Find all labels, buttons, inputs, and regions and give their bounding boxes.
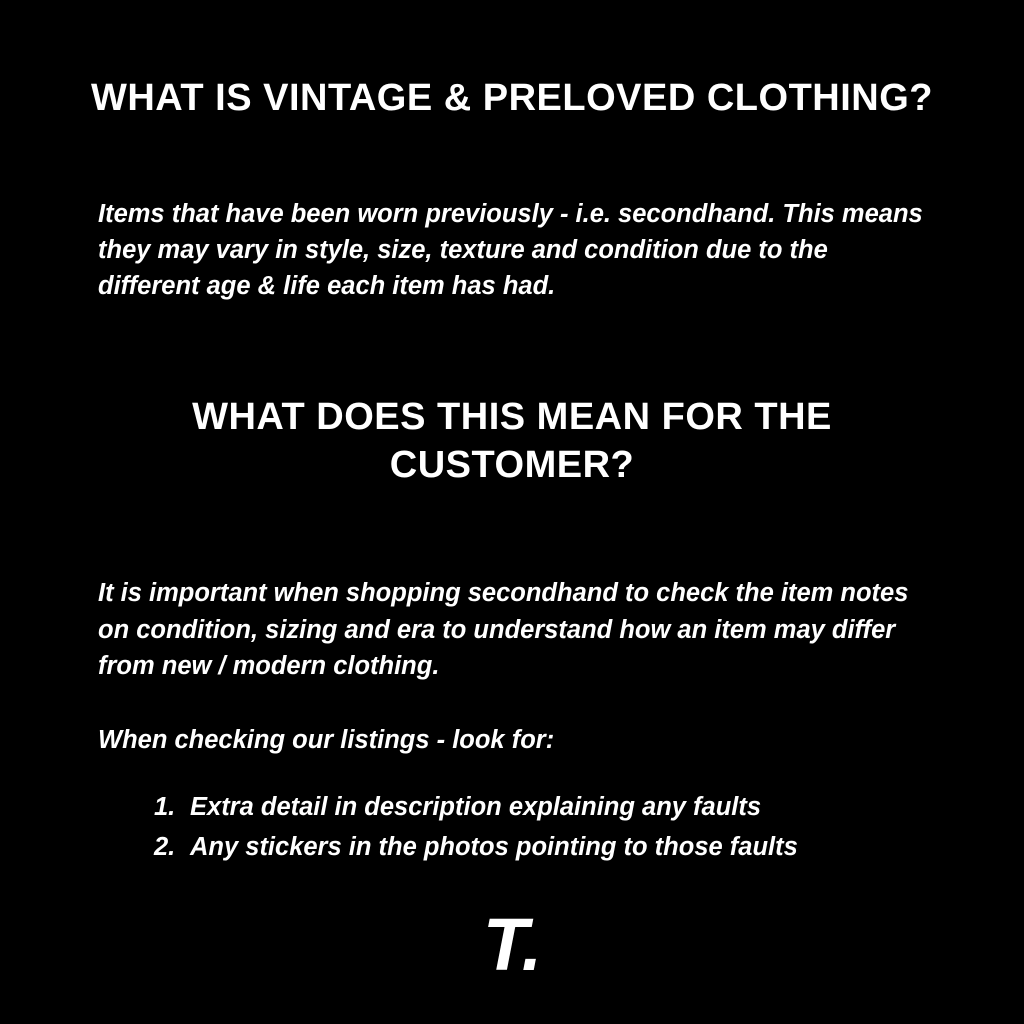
list-item-number: 2. bbox=[154, 832, 176, 861]
customer-guidance-paragraph: It is important when shopping secondhand to check the item notes on condition, sizing and era to understand how an item may differ from new / modern clothing. bbox=[98, 579, 909, 680]
listings-checklist-intro: When checking our listings - look for: bbox=[98, 726, 555, 755]
footer-logo bbox=[0, 903, 1024, 986]
list-item bbox=[64, 828, 960, 868]
brand-logo-text: T. bbox=[482, 903, 542, 986]
section-title-customer-impact: WHAT DOES THIS MEAN FOR THE CUSTOMER? bbox=[192, 396, 832, 486]
list-item-number: 1. bbox=[154, 793, 176, 822]
list-item-label: Any stickers in the photos pointing to those faults bbox=[190, 832, 798, 861]
definition-paragraph: Items that have been worn previously - i.e. secondhand. This means they may vary in style, size, texture and condition due to the different age & life each item has had. bbox=[98, 199, 923, 301]
checklist bbox=[64, 758, 960, 867]
list-item bbox=[64, 788, 960, 828]
page-title: WHAT IS VINTAGE & PRELOVED CLOTHING? bbox=[90, 77, 934, 119]
list-item-label: Extra detail in description explaining any faults bbox=[190, 793, 762, 822]
